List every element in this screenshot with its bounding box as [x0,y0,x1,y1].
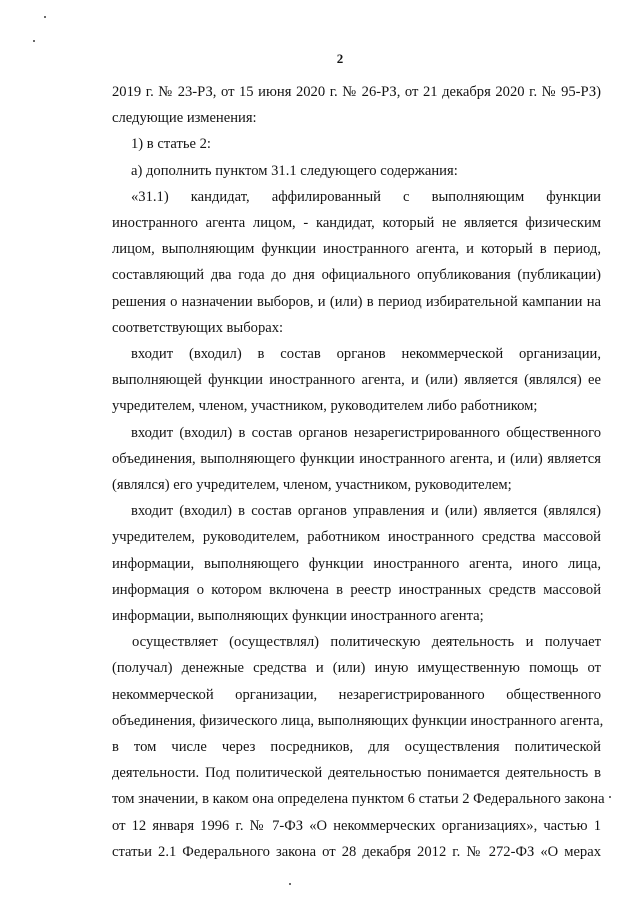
text-line: «31.1) кандидат, аффилированный с выполняющим функции [131,188,601,205]
text-line: а) дополнить пунктом 31.1 следующего содержания: [131,162,458,179]
scan-speck [44,16,46,18]
text-line: соответствующих выборах: [112,319,284,336]
text-line: входит (входил) в состав органов управления и (или) является (являлся) [131,503,601,520]
text-line: лицом, выполняющим функции иностранного агента, и который в период, [112,241,601,258]
text-line: от 12 января 1996 г. № 7-ФЗ «О некоммерческих организациях», частью 1 [112,817,601,834]
text-line: осуществляет (осуществлял) политическую деятельность и получает [132,634,601,651]
text-line: в том числе через посредников, для осуществления политической [112,739,601,756]
text-line: информация о котором включена в реестр иностранных средств массовой [112,581,601,598]
text-line: решения о назначении выборов, и (или) в период избирательной кампании на [112,293,601,310]
scan-speck [33,40,35,42]
text-line: составляющий два года до дня официального опубликования (публикации) [112,267,601,284]
text-line: учредителем, руководителем, работником иностранного средства массовой [112,529,601,546]
page-number: 2 [336,51,344,66]
text-line: входит (входил) в состав органов незарегистрированного общественного [131,424,601,441]
text-line: некоммерческой организации, незарегистрированного общественного [112,686,601,703]
text-line: статьи 2.1 Федерального закона от 28 декабря 2012 г. № 272-ФЗ «О мерах [112,843,601,860]
scan-speck [609,796,611,798]
text-line: объединения, выполняющего функции иностранного агента, и (или) является [112,450,601,467]
text-line: деятельности. Под политической деятельностью понимается деятельность в [112,765,601,782]
text-line: 1) в статье 2: [131,136,211,153]
text-line: (являлся) его учредителем, членом, участником, руководителем; [112,477,512,494]
text-line: информации, выполняющего функции иностранного агента, иного лица, [112,555,601,572]
text-line: следующие изменения: [112,110,257,127]
scan-speck [289,883,291,885]
body-text [112,79,605,865]
text-line: объединения, физического лица, выполняющих функции иностранного агента, [112,712,604,729]
text-line: 2019 г. № 23-РЗ, от 15 июня 2020 г. № 26-РЗ, от 21 декабря 2020 г. № 95-РЗ) [112,84,601,100]
text-line: выполняющей функции иностранного агента, и (или) является (являлся) ее [112,372,601,389]
text-line: входит (входил) в состав органов некоммерческой организации, [131,346,601,363]
text-line: (получал) денежные средства и (или) иную имущественную помощь от [112,660,601,677]
text-line: учредителем, членом, участником, руководителем либо работником; [112,398,538,415]
text-line: иностранного агента лицом, - кандидат, который не является физическим [112,215,601,232]
text-line: том значении, в каком она определена пунктом 6 статьи 2 Федерального закона [112,791,605,808]
text-line: информации, выполняющих функции иностранного агента; [112,608,484,625]
